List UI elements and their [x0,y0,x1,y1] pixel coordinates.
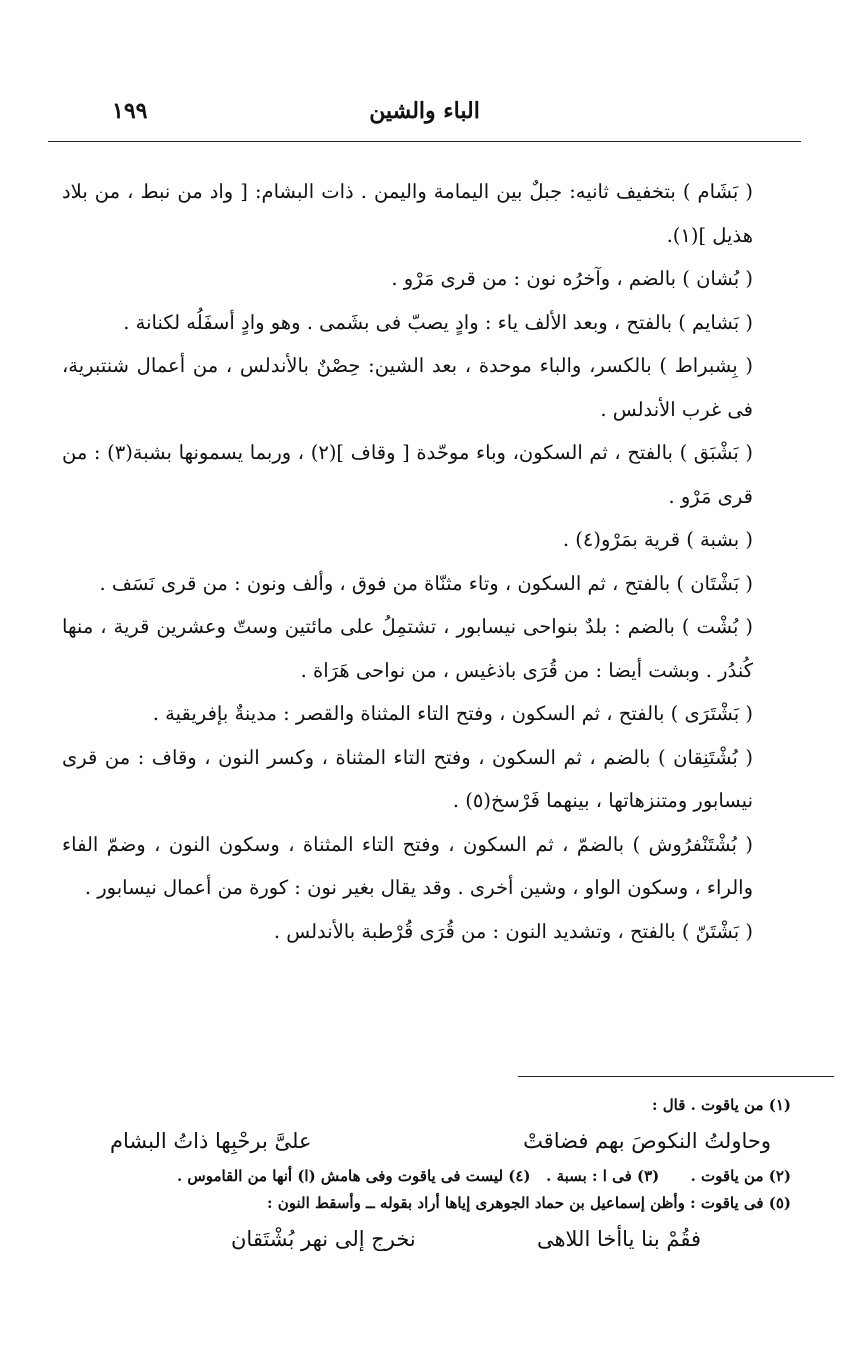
verse-2 [231,1217,701,1261]
footnote-rule [518,1076,834,1077]
footnotes-2-4: (٢) من ياقوت . (٣) فى ا : بسبة . (٤) ليست فى ياقوت وفى هامش (ا) أنها من القاموس . [176,1167,791,1185]
header-rule [48,141,801,142]
entry-basham: ( بَشَام ) بتخفيف ثانيه: جبلٌ بين اليمامة واليمن . ذات البشام: [ واد من نبط ، من بلاد هذيل ](١). [62,180,753,247]
entry-bashtara: ( بَشْتَرَى ) بالفتح ، ثم السكون ، وفتح التاء المثناة والقصر : مدينةٌ بإفريقية . [152,702,753,725]
entry-bushtanfrush: ( بُشْتَنْفرُوش ) بالضمّ ، ثم السكون ، وفتح التاء المثناة ، وسكون النون ، وضمّ الفاء والراء ، وسكون الواو ، وشين أخرى . وقد يقال بغير نون : كورة من أعمال نيسابور . [62,832,753,899]
verse-1-hemistich-2: علىَّ برحْبِها ذاتُ البشام [110,1129,312,1153]
footnote-1: (١) من ياقوت . قال : [651,1096,791,1114]
verse-1 [60,1119,791,1163]
main-text [62,170,797,953]
entry-bashtann: ( بَشْتَنّ ) بالفتح ، وتشديد النون : من قُرَى قُرْطبة بالأندلس . [273,919,753,943]
running-title: الباء والشين [369,98,480,124]
page-number: ١٩٩ [112,98,148,124]
verse-2-hemistich-2: نخرج إلى نهر بُشْتَقان [231,1227,416,1251]
entry-bashayim: ( بَشايم ) بالفتح ، وبعد الألف ياء : وادٍ يصبّ فى بشَمى . وهو وادٍ أسفَلُه لكنانة . [123,310,753,334]
entry-bashbaq: ( بَشْبَق ) بالفتح ، ثم السكون، وباء موحّدة [ وقاف ](٢) ، وربما يسمونها بشبة(٣) : من قرى مَرْو . [62,441,754,508]
entry-bushtaniqan: ( بُشْتَنِقان ) بالضم ، ثم السكون ، وفتح التاء المثناة ، وكسر النون ، وقاف : من قرى نيسابور ومتنزهاتها ، بينهما فَرْسخ(٥) . [62,745,753,812]
verse-2-hemistich-1: فقُمْ بنا ياأخا اللاهى [536,1227,701,1251]
entry-bashtan: ( بَشْتَان ) بالفتح ، ثم السكون ، وتاء مثنّاة من فوق ، وألف ونون : من قرى نَسَف . [99,571,753,595]
entry-bushan: ( بُشان ) بالضم ، وآخرُه نون : من قرى مَرْو . [391,267,753,290]
footnotes [60,1092,791,1261]
verse-1-hemistich-1: وحاولتُ النكوصَ بهم فضاقتْ [523,1129,771,1153]
entry-busht: ( بُشْت ) بالضم : بلدٌ بنواحى نيسابور ، تشتمِلُ على مائتين وستّ وعشرين قرية ، منها كُندُر . وبشت أيضا : من قُرَى باذغيس ، من نواحى هَرَاة . [62,615,753,682]
footnote-5: (٥) فى ياقوت : وأظن إسماعيل بن حماد الجوهرى إياها أراد بقوله ــ وأسقط النون : [267,1194,791,1212]
entry-bashba: ( بشبة ) قرية بمَرْو(٤) . [562,528,753,551]
entry-bishbrat: ( بِشبراط ) بالكسر، والباء موحدة ، بعد الشين: حِصْنٌ بالأندلس ، من أعمال شنتبرية، فى غرب الأندلس . [62,354,753,421]
